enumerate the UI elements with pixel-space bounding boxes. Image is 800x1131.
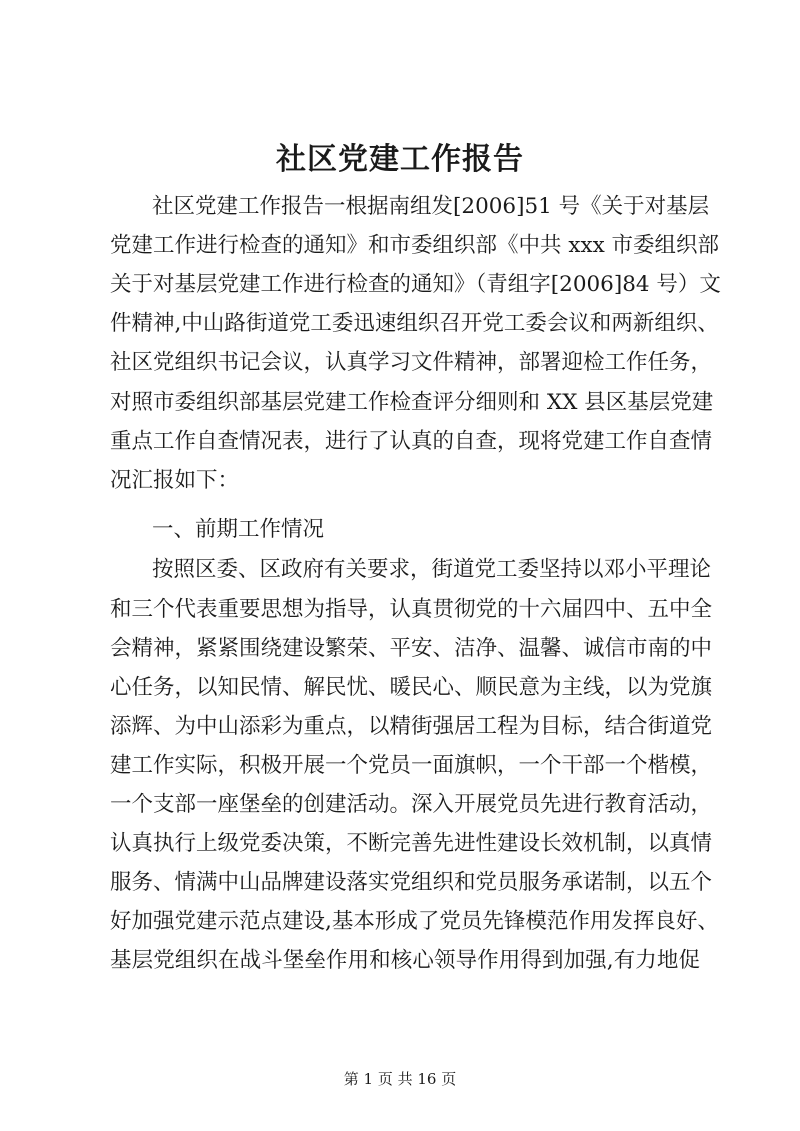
paragraph-line: 件精神,中山路街道党工委迅速组织召开党工委会议和两新组织、: [110, 311, 719, 336]
paragraph-line: 社区党组织书记会议，认真学习文件精神，部署迎检工作任务，: [110, 350, 713, 375]
paragraph-line: 对照市委组织部基层党建工作检查评分细则和 XX 县区基层党建: [110, 390, 714, 415]
paragraph-line: 和三个代表重要思想为指导，认真贯彻党的十六届四中、五中全: [110, 597, 713, 622]
section-heading: 一、前期工作情况: [152, 517, 325, 542]
document-title: 社区党建工作报告: [276, 142, 524, 177]
paragraph-line: 按照区委、区政府有关要求，街道党工委坚持以邓小平理论: [152, 557, 712, 582]
paragraph-line: 一个支部一座堡垒的创建活动。深入开展党员先进行教育活动，: [110, 792, 713, 817]
paragraph-line: 党建工作进行检查的通知》和市委组织部《中共 xxx 市委组织部: [110, 233, 720, 258]
paragraph-line: 好加强党建示范点建设,基本形成了党员先锋模范作用发挥良好、: [110, 909, 719, 934]
paragraph-line: 重点工作自查情况表，进行了认真的自查，现将党建工作自查情: [110, 429, 713, 454]
paragraph-line: 心任务，以知民情、解民忧、暖民心、顺民意为主线，以为党旗: [110, 675, 713, 700]
paragraph-line: 关于对基层党建工作进行检查的通知》（青组字[2006]84 号）文: [110, 272, 721, 297]
paragraph-line: 社区党建工作报告一根据南组发[2006]51 号《关于对基层: [152, 194, 710, 219]
paragraph-line: 况汇报如下：: [110, 468, 240, 493]
paragraph-line: 添辉、为中山添彩为重点，以精街强居工程为目标，结合街道党: [110, 714, 713, 739]
paragraph-line: 服务、情满中山品牌建设落实党组织和党员服务承诺制，以五个: [110, 870, 713, 895]
paragraph-line: 建工作实际，积极开展一个党员一面旗帜，一个干部一个楷模，: [110, 753, 713, 778]
paragraph-line: 会精神，紧紧围绕建设繁荣、平安、洁净、温馨、诚信市南的中: [110, 636, 713, 661]
paragraph-line: 认真执行上级党委决策，不断完善先进性建设长效机制，以真情: [110, 831, 713, 856]
paragraph-line: 基层党组织在战斗堡垒作用和核心领导作用得到加强,有力地促: [110, 948, 700, 973]
page-number: 第 1 页 共 16 页: [343, 1070, 457, 1088]
